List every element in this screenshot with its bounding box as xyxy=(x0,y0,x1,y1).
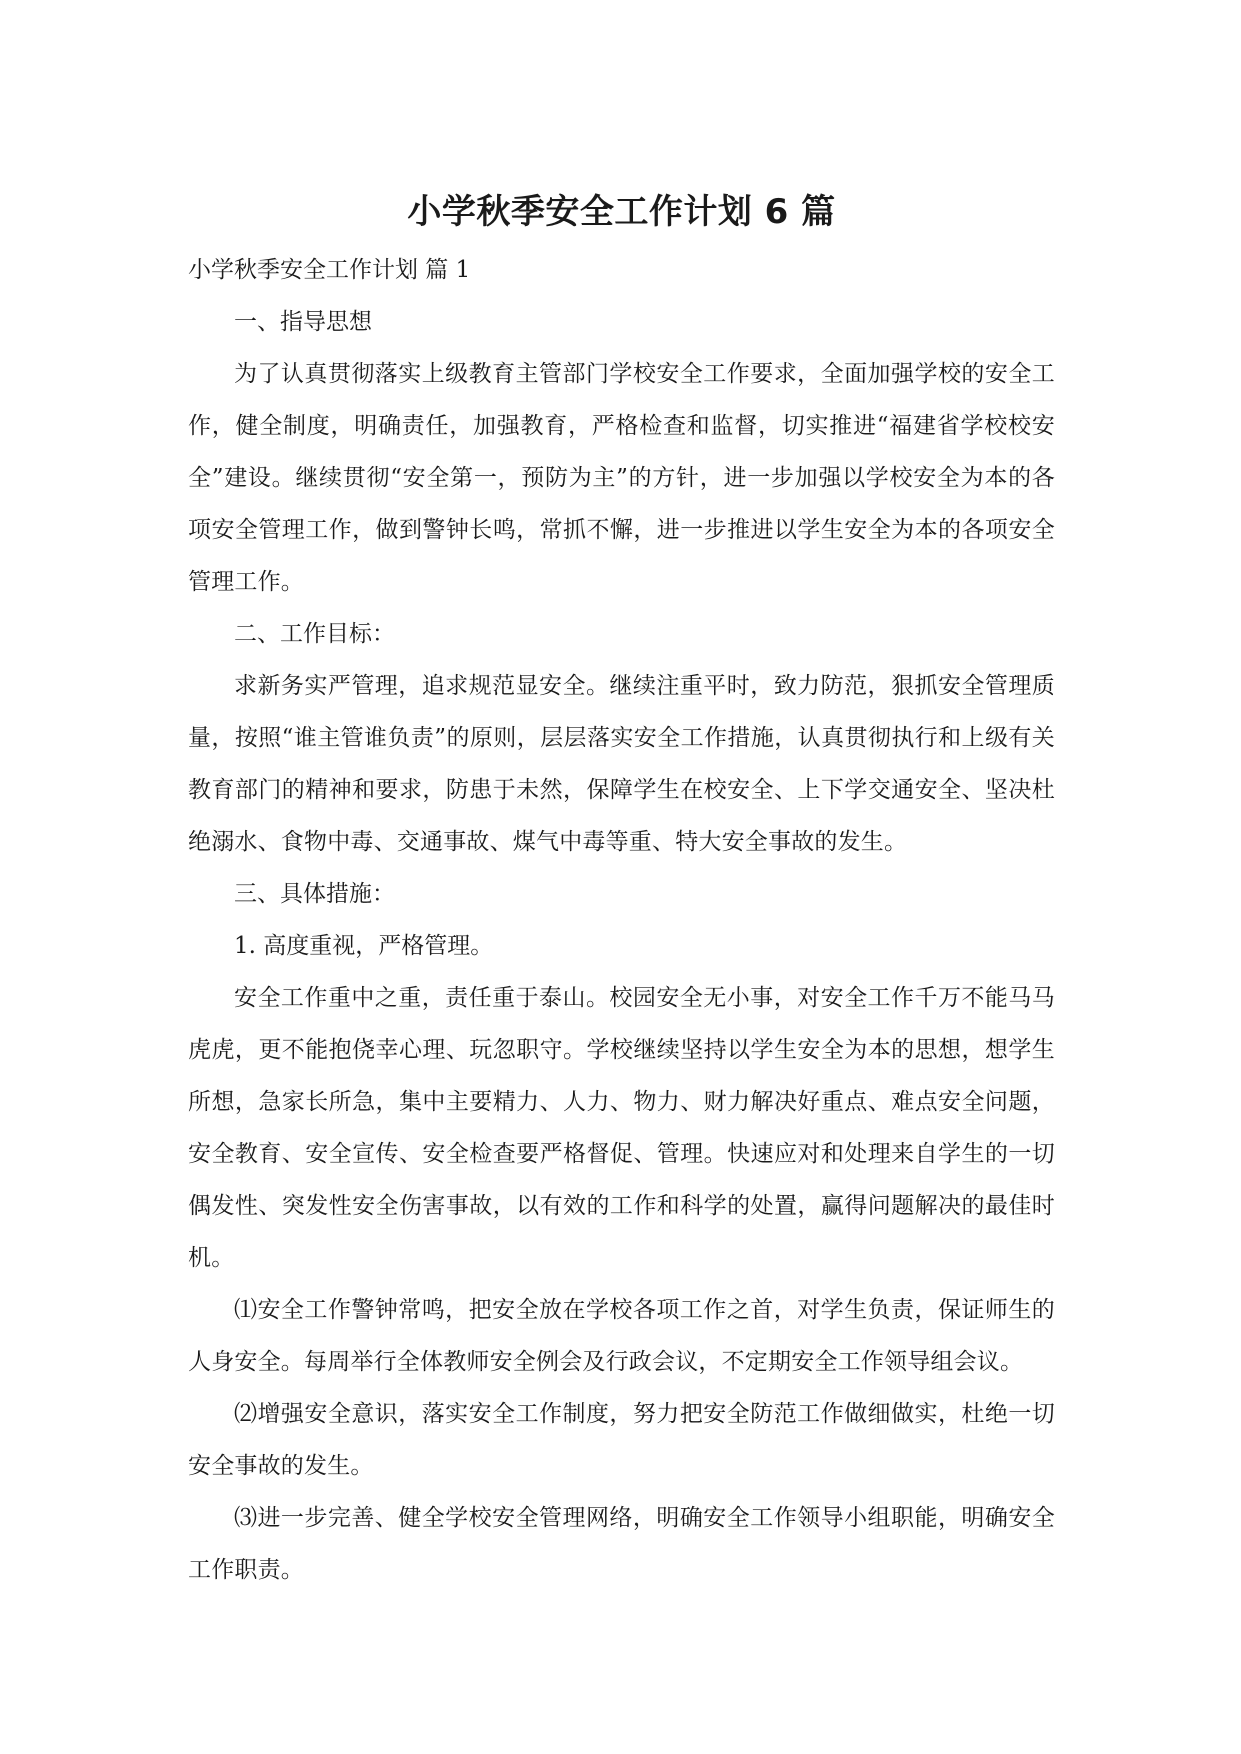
list-item-1: ⑴安全工作警钟常鸣，把安全放在学校各项工作之首，对学生负责，保证师生的人身安全。每周举行全体教师安全例会及行政会议，不定期安全工作领导组会议。 xyxy=(188,1297,1055,1375)
section-heading-work-goals: 二、工作目标： xyxy=(234,621,395,647)
section-heading-specific-measures: 三、具体措施： xyxy=(234,881,395,907)
list-item-3: ⑶进一步完善、健全学校安全管理网络，明确安全工作领导小组职能，明确安全工作职责。 xyxy=(188,1505,1055,1583)
paragraph-guiding-ideology: 为了认真贯彻落实上级教育主管部门学校安全工作要求，全面加强学校的安全工作，健全制度，明确责任，加强教育，严格检查和监督，切实推进“福建省学校校安全”建设。继续贯彻“安全第一，预防为主”的方针，进一步加强以学校安全为本的各项安全管理工作，做到警钟长鸣，常抓不懈，进一步推进以学生安全为本的各项安全管理工作。 xyxy=(188,361,1055,595)
document-title: 小学秋季安全工作计划 6 篇 xyxy=(407,192,836,232)
document-subtitle: 小学秋季安全工作计划 篇 1 xyxy=(188,257,471,283)
paragraph-safety-priority: 安全工作重中之重，责任重于泰山。校园安全无小事，对安全工作千万不能马马虎虎，更不能抱侥幸心理、玩忽职守。学校继续坚持以学生安全为本的思想，想学生所想，急家长所急，集中主要精力、人力、物力、财力解决好重点、难点安全问题，安全教育、安全宣传、安全检查要严格督促、管理。快速应对和处理来自学生的一切偶发性、突发性安全伤害事故，以有效的工作和科学的处置，赢得问题解决的最佳时机。 xyxy=(188,985,1055,1271)
paragraph-work-goals: 求新务实严管理，追求规范显安全。继续注重平时，致力防范，狠抓安全管理质量，按照“谁主管谁负责”的原则，层层落实安全工作措施，认真贯彻执行和上级有关教育部门的精神和要求，防患于未然，保障学生在校安全、上下学交通安全、坚决杜绝溺水、食物中毒、交通事故、煤气中毒等重、特大安全事故的发生。 xyxy=(188,673,1055,855)
section-heading-guiding-ideology: 一、指导思想 xyxy=(234,309,372,335)
list-item-2: ⑵增强安全意识，落实安全工作制度，努力把安全防范工作做细做实，杜绝一切安全事故的发生。 xyxy=(188,1401,1055,1479)
subheading-high-priority-management: 1. 高度重视，严格管理。 xyxy=(234,933,494,959)
